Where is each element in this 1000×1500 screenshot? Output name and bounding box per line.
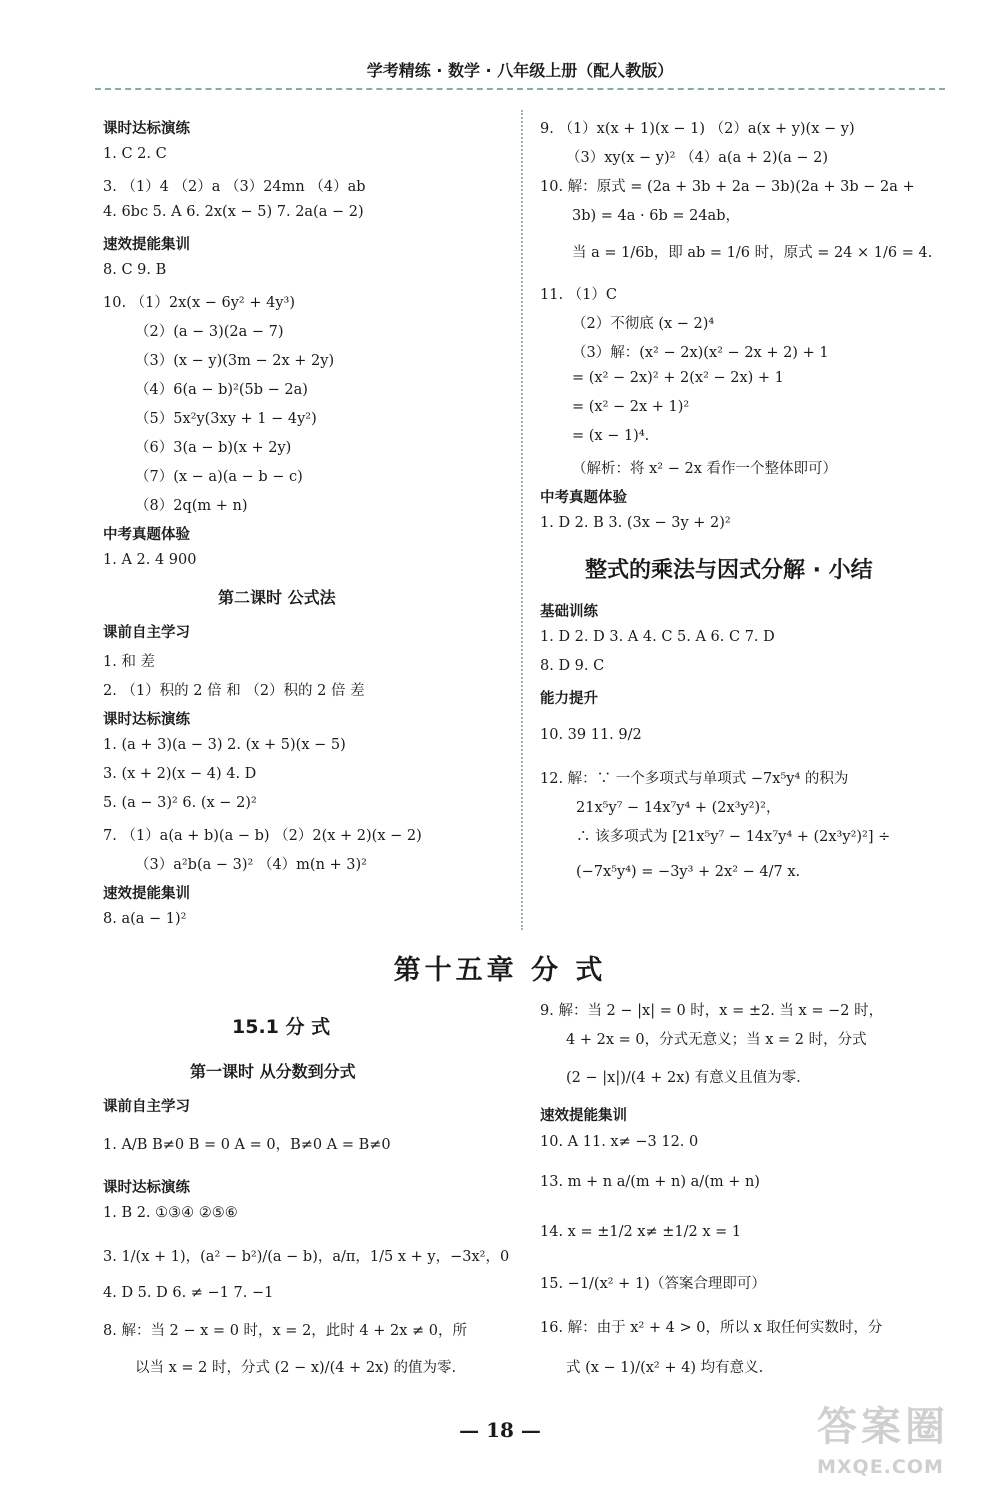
answer-line: (2 − |x|)/(4 + 2x) 有意义且值为零. <box>566 1070 801 1086</box>
answer-line: 1. C 2. C <box>103 146 167 162</box>
answer-line: 当 a = 1/6b，即 ab = 1/6 时，原式 = 24 × 1/6 = 4. <box>572 245 933 261</box>
answer-line: 1. (a + 3)(a − 3) 2. (x + 5)(x − 5) <box>103 737 346 753</box>
answer-line: 1. B 2. ①③④ ②⑤⑥ <box>103 1205 238 1221</box>
answer-line: 以当 x = 2 时，分式 (2 − x)/(4 + 2x) 的值为零. <box>135 1360 457 1376</box>
answer-line: 16. 解：由于 x² + 4 > 0，所以 x 取任何实数时，分 <box>540 1320 883 1336</box>
watermark-logo <box>817 1395 992 1490</box>
answer-line: = (x² − 2x + 1)² <box>572 399 690 415</box>
answer-line: 1. A 2. 4 900 <box>103 552 197 568</box>
answer-line: 4 + 2x = 0，分式无意义；当 x = 2 时，分式 <box>566 1032 867 1048</box>
section-heading: 课时达标演练 <box>103 1180 190 1196</box>
answer-line: （6）3(a − b)(x + 2y) <box>135 440 292 456</box>
header-rule <box>95 88 945 90</box>
answer-line: （8）2q(m + n) <box>135 498 248 514</box>
answer-line: （3）解：(x² − 2x)(x² − 2x + 2) + 1 <box>572 345 829 361</box>
answer-line: 1. A/B B≠0 B = 0 A = 0，B≠0 A = B≠0 <box>103 1137 391 1153</box>
header-title: 学考精练 · 数学 · 八年级上册（配人教版） <box>366 61 674 80</box>
answer-line: 5. (a − 3)² 6. (x − 2)² <box>103 795 257 811</box>
answer-line: 8. C 9. B <box>103 262 167 278</box>
answer-line: 13. m + n a/(m + n) a/(m + n) <box>540 1174 760 1190</box>
answer-line: 10. （1）2x(x − 6y² + 4y³) <box>103 295 295 311</box>
section-heading: 速效提能集训 <box>103 237 190 253</box>
section-heading: 能力提升 <box>540 691 598 707</box>
answer-line: 3. 1/(x + 1)，(a² − b²)/(a − b)，a/π，1/5 x + y，−3x²，0 <box>103 1249 510 1265</box>
answer-line: 3. （1）4 （2）a （3）24mn （4）ab <box>103 179 366 195</box>
page-number: — 18 — <box>459 1418 541 1442</box>
answer-line: 3b) = 4a · 6b = 24ab， <box>572 208 740 224</box>
watermark-text: 答案圈 <box>817 1404 949 1450</box>
answer-line: 9. 解：当 2 − |x| = 0 时，x = ±2. 当 x = −2 时， <box>540 1003 884 1019</box>
watermark-url: MXQE.COM <box>817 1456 944 1478</box>
column-divider <box>521 110 523 930</box>
lesson-title: 第二课时 公式法 <box>218 588 336 607</box>
answer-line: （2）(a − 3)(2a − 7) <box>135 324 284 340</box>
answer-line: 式 (x − 1)/(x² + 4) 均有意义. <box>566 1360 764 1376</box>
answer-line: （3）a²b(a − 3)² （4）m(n + 3)² <box>135 857 367 873</box>
answer-line: 4. D 5. D 6. ≠ −1 7. −1 <box>103 1285 274 1301</box>
answer-line: 10. A 11. x≠ −3 12. 0 <box>540 1134 699 1150</box>
answer-line: ∴ 该多项式为 [21x⁵y⁷ − 14x⁷y⁴ + (2x³y²)²] ÷ <box>576 829 891 845</box>
answer-line: 4. 6bc 5. A 6. 2x(x − 5) 7. 2a(a − 2) <box>103 204 364 220</box>
answer-line: 1. 和 差 <box>103 654 156 670</box>
section-heading: 中考真题体验 <box>103 527 190 543</box>
answer-line: = (x − 1)⁴. <box>572 428 650 444</box>
answer-line: 8. a(a − 1)² <box>103 911 187 927</box>
answer-line: 15. −1/(x² + 1)（答案合理即可） <box>540 1276 766 1292</box>
section-heading: 基础训练 <box>540 604 598 620</box>
answer-line: 11. （1）C <box>540 287 617 303</box>
answer-line: （2）不彻底 (x − 2)⁴ <box>572 316 715 332</box>
section-heading: 课前自主学习 <box>103 625 190 641</box>
section-title: 15.1 分 式 <box>232 1016 331 1038</box>
answer-line: 2. （1）积的 2 倍 和 （2）积的 2 倍 差 <box>103 683 365 699</box>
section-heading: 中考真题体验 <box>540 490 627 506</box>
answer-line: （3）xy(x − y)² （4）a(a + 2)(a − 2) <box>566 150 829 166</box>
page-header <box>95 58 945 92</box>
answer-line: （3）(x − y)(3m − 2x + 2y) <box>135 353 335 369</box>
section-heading: 课前自主学习 <box>103 1099 190 1115</box>
answer-line: 7. （1）a(a + b)(a − b) （2）2(x + 2)(x − 2) <box>103 828 422 844</box>
chapter-title: 第十五章 分 式 <box>393 955 607 986</box>
answer-line: 1. D 2. B 3. (3x − 3y + 2)² <box>540 515 731 531</box>
answer-line: (−7x⁵y⁴) = −3y³ + 2x² − 4/7 x. <box>576 864 801 880</box>
answer-line: 3. (x + 2)(x − 4) 4. D <box>103 766 257 782</box>
answer-line: 8. 解：当 2 − x = 0 时，x = 2，此时 4 + 2x ≠ 0，所 <box>103 1323 467 1339</box>
answer-line: （解析：将 x² − 2x 看作一个整体即可） <box>572 461 837 477</box>
answer-line: 1. D 2. D 3. A 4. C 5. A 6. C 7. D <box>540 629 775 645</box>
section-heading: 课时达标演练 <box>103 712 190 728</box>
answer-line: 9. （1）x(x + 1)(x − 1) （2）a(x + y)(x − y) <box>540 121 855 137</box>
lesson-title: 第一课时 从分数到分式 <box>190 1062 356 1081</box>
answer-line: 14. x = ±1/2 x≠ ±1/2 x = 1 <box>540 1224 742 1240</box>
section-heading: 速效提能集训 <box>540 1108 627 1124</box>
section-heading: 课时达标演练 <box>103 121 190 137</box>
answer-line: = (x² − 2x)² + 2(x² − 2x) + 1 <box>572 370 784 386</box>
answer-line: 21x⁵y⁷ − 14x⁷y⁴ + (2x³y²)²， <box>576 800 781 816</box>
answer-line: 10. 39 11. 9/2 <box>540 727 642 743</box>
section-heading: 速效提能集训 <box>103 886 190 902</box>
answer-line: 8. D 9. C <box>540 658 605 674</box>
answer-line: （4）6(a − b)²(5b − 2a) <box>135 382 308 398</box>
answer-line: 10. 解：原式 = (2a + 3b + 2a − 3b)(2a + 3b − 2a + <box>540 179 915 195</box>
answer-line: （7）(x − a)(a − b − c) <box>135 469 303 485</box>
answer-line: （5）5x²y(3xy + 1 − 4y²) <box>135 411 317 427</box>
answer-line: 12. 解：∵ 一个多项式与单项式 −7x⁵y⁴ 的积为 <box>540 771 849 787</box>
summary-title: 整式的乘法与因式分解 · 小结 <box>585 558 873 583</box>
